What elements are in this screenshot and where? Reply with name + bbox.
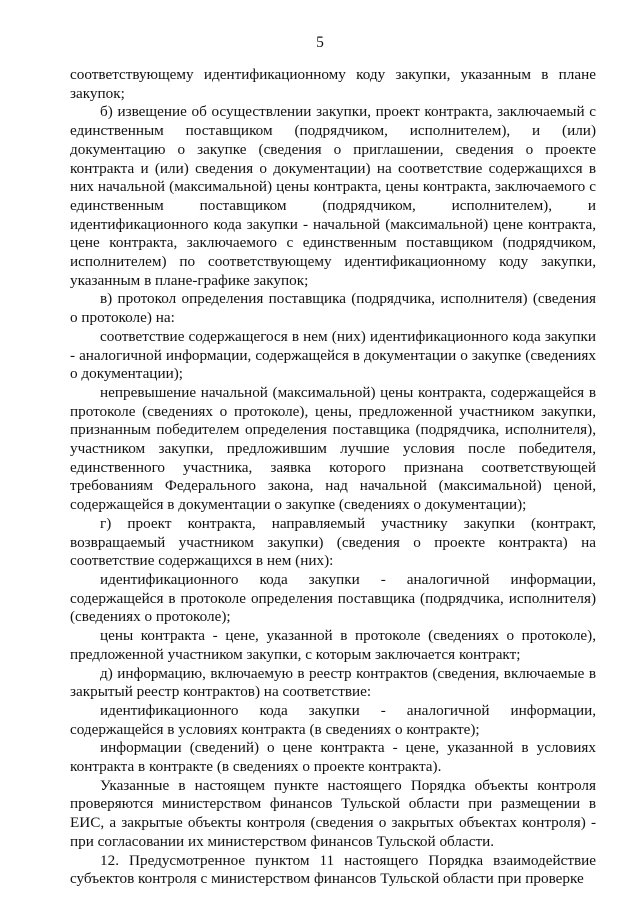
document-body [70, 66, 596, 889]
paragraph-subitem: соответствие содержащегося в нем (них) идентификационного кода закупки - аналогичной информации, содержащейся в документации о закупке (сведениях о документации); [70, 327, 596, 383]
paragraph-item-12: 12. Предусмотренное пунктом 11 настоящего Порядка взаимодействие субъектов контроля с министерством финансов Тульской области при проверке [70, 851, 596, 888]
paragraph-subitem: непревышение начальной (максимальной) цены контракта, содержащейся в протоколе (сведениях о протоколе), цены, предложенной участником закупки, признанным победителем определения поставщика (подрядчика, исполнителя), участником закупки, предложившим лучшие условия после победителя, единственного участника, заявка которого признана соответствующей требованиям Федерального закона, над начальной (максимальной) ценой, содержащейся в документации о закупке (сведениях о документации); [70, 383, 596, 514]
paragraph-continuation: соответствующему идентификационному коду закупки, указанным в плане закупок; [70, 66, 596, 102]
paragraph-subitem: идентификационного кода закупки - аналогичной информации, содержащейся в протоколе определения поставщика (подрядчика, исполнителя) (сведениях о протоколе); [70, 570, 596, 626]
paragraph-subitem: информации (сведений) о цене контракта - цене, указанной в условиях контракта в контракте (в сведениях о проекте контракта). [70, 739, 596, 776]
paragraph-item-g: г) проект контракта, направляемый участнику закупки (контракт, возвращаемый участником закупки) (сведения о проекте контракта) на соответствие содержащихся в нем (них): [70, 514, 596, 570]
paragraph-item-d: д) информацию, включаемую в реестр контрактов (сведения, включаемые в закрытый реестр контрактов) на соответствие: [70, 664, 596, 701]
paragraph-note: Указанные в настоящем пункте настоящего Порядка объекты контроля проверяются министерством финансов Тульской области при размещении в ЕИС, а закрытые объекты контроля (сведения о закрытых объектах контроля) - при согласовании их министерством финансов Тульской области. [70, 776, 596, 850]
paragraph-subitem: идентификационного кода закупки - аналогичной информации, содержащейся в условиях контракта (в сведениях о контракте); [70, 701, 596, 738]
page-number: 5 [316, 34, 324, 51]
paragraph-item-b: б) извещение об осуществлении закупки, проект контракта, заключаемый с единственным поставщиком (подрядчиком, исполнителем), и (или) документацию о закупке (сведения о приглашении, сведения о проекте контракта и (или) сведения о документации) на соответствие содержащихся в них начальной (максимальной) цены контракта, цены контракта, заключаемого с единственным поставщиком (подрядчиком, исполнителем), и идентификационного кода закупки - начальной (максимальной) цене контракта, цене контракта, заключаемого с единственным поставщиком (подрядчиком, исполнителем) по соответствующему идентификационному коду закупки, указанным в плане-графике закупок; [70, 103, 596, 289]
paragraph-item-v: в) протокол определения поставщика (подрядчика, исполнителя) (сведения о протоколе) на: [70, 290, 596, 327]
paragraph-subitem: цены контракта - цене, указанной в протоколе (сведениях о протоколе), предложенной участником закупки, с которым заключается контракт; [70, 627, 596, 663]
